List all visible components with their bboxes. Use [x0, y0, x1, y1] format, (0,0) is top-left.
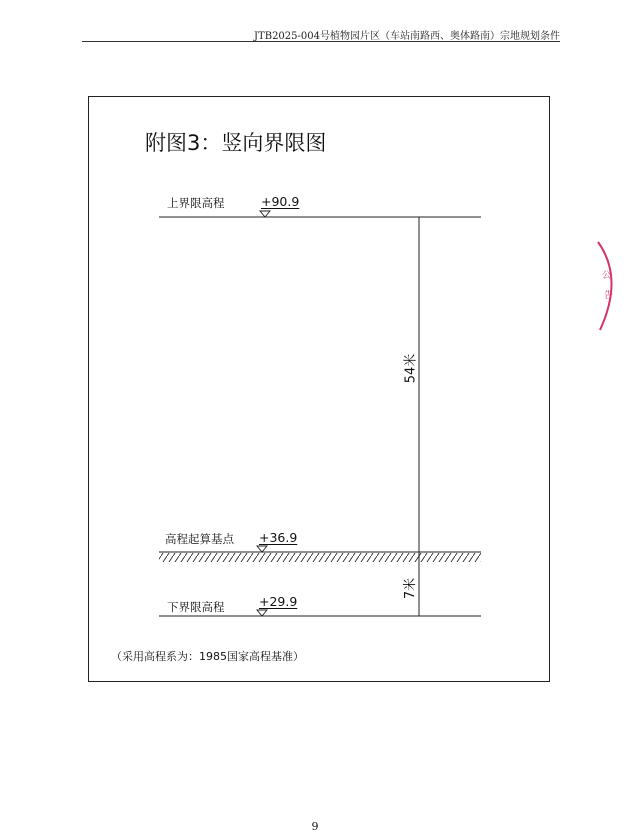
- ground-hatch: [159, 553, 481, 562]
- header-rule: [82, 41, 560, 42]
- vertical-limit-diagram: [89, 97, 549, 681]
- seal-stamp: [594, 238, 630, 334]
- upper-limit-marker: [260, 211, 270, 217]
- dimension-7m: 7米: [403, 577, 419, 600]
- upper-limit-value: +90.9: [261, 194, 300, 209]
- base-point-marker: [257, 546, 267, 552]
- lower-limit-value: +29.9: [259, 594, 298, 609]
- dimension-54m: 54米: [403, 353, 419, 384]
- lower-limit-marker: [257, 610, 267, 616]
- lower-limit-label: 下界限高程: [167, 600, 225, 614]
- page-number: 9: [311, 820, 319, 833]
- base-point-label: 高程起算基点: [165, 532, 234, 546]
- base-point-value: +36.9: [259, 530, 298, 545]
- figure-title: 附图3：竖向界限图: [145, 131, 327, 155]
- document-header-title: JTB2025-004号植物园片区（车站南路西、奥体路南）宗地规划条件: [254, 31, 560, 42]
- elevation-system-note: （采用高程系为：1985国家高程基准）: [111, 650, 304, 663]
- svg-text:公: 公: [602, 271, 612, 281]
- svg-text:告: 告: [604, 291, 614, 301]
- upper-limit-label: 上界限高程: [167, 196, 225, 210]
- figure-frame: [88, 96, 550, 682]
